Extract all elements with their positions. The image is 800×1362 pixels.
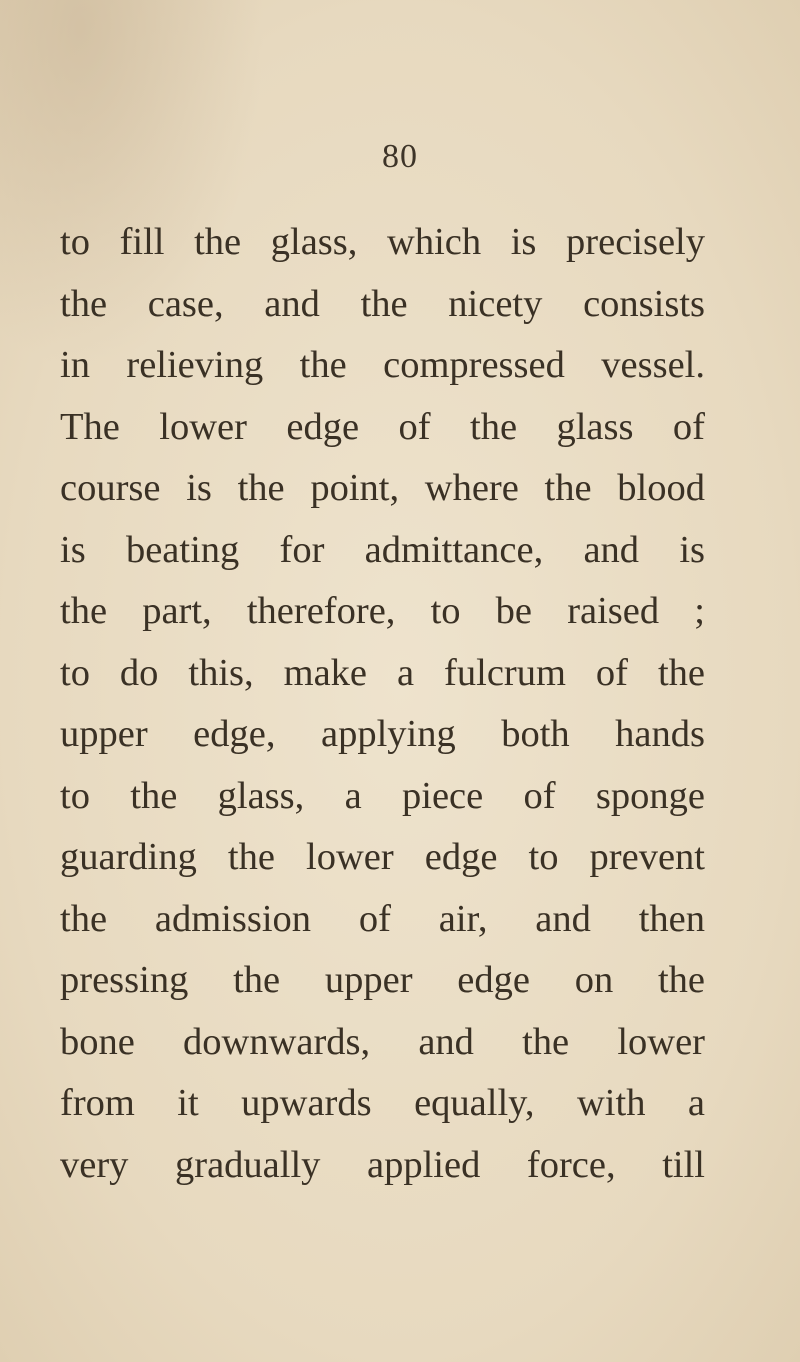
text-line: pressing the upper edge on the bbox=[60, 959, 705, 1001]
text-line: is beating for admittance, and is bbox=[60, 528, 705, 571]
text-line: the admission of air, and then bbox=[60, 897, 705, 940]
text-line: the case, and the nicety consists bbox=[60, 282, 705, 325]
text-line: guarding the lower edge to prevent bbox=[60, 836, 705, 878]
text-line: the part, therefore, to be raised ; bbox=[60, 590, 705, 632]
text-line: to fill the glass, which is precisely bbox=[60, 221, 705, 263]
body-text bbox=[60, 212, 705, 1196]
page-number: 80 bbox=[382, 138, 418, 175]
text-line: from it upwards equally, with a bbox=[60, 1082, 705, 1124]
text-line: course is the point, where the blood bbox=[60, 467, 705, 509]
text-line: The lower edge of the glass of bbox=[60, 405, 705, 448]
text-line: to do this, make a fulcrum of the bbox=[60, 651, 705, 694]
text-line: bone downwards, and the lower bbox=[60, 1020, 705, 1063]
text-line: to the glass, a piece of sponge bbox=[60, 774, 705, 817]
text-line: very gradually applied force, till bbox=[60, 1143, 705, 1186]
text-line: in relieving the compressed vessel. bbox=[60, 344, 705, 386]
text-line: upper edge, applying both hands bbox=[60, 713, 705, 755]
